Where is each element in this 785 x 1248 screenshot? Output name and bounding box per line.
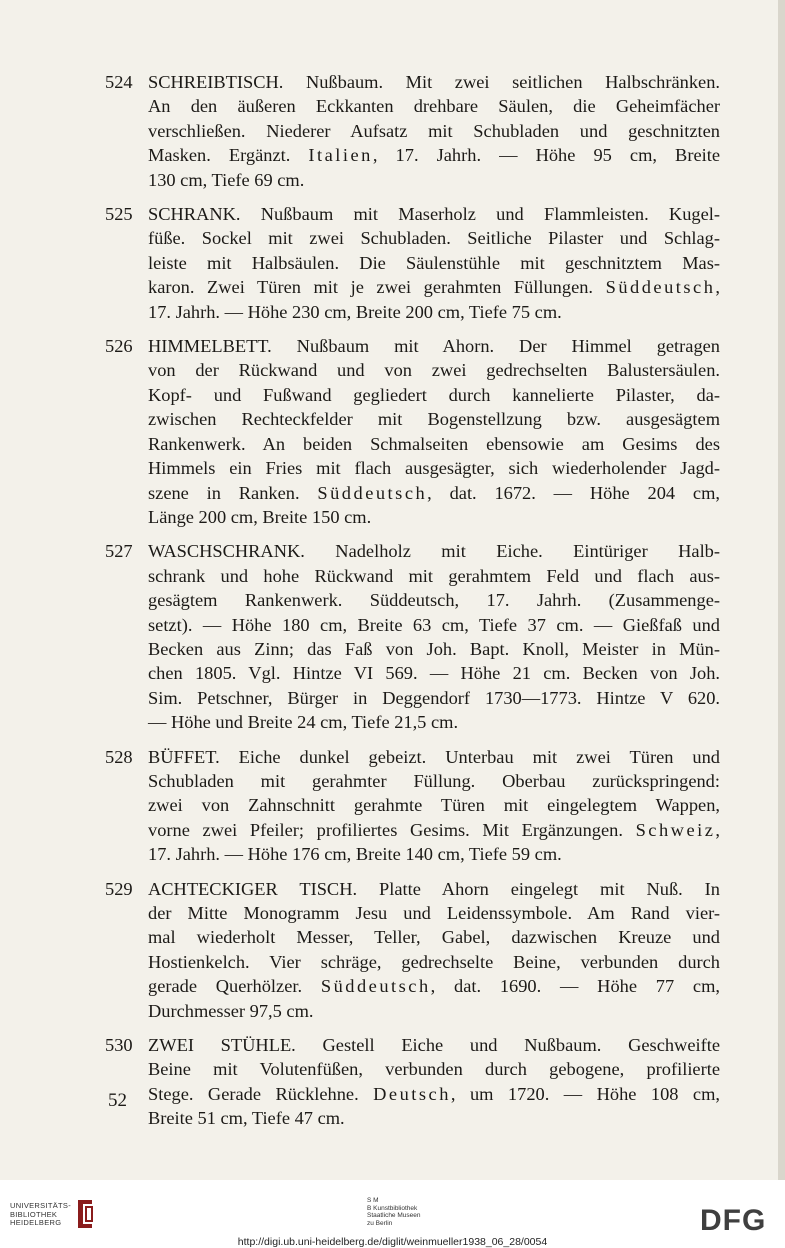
entry-line: der Mitte Monogramm Jesu und Leidenssymbole. Am Rand vier-: [148, 903, 720, 923]
line-text: , dat. 1690. — Höhe 77 cm,: [430, 976, 720, 997]
entry-line: leiste mit Halbsäulen. Die Säulenstühle mit geschnitztem Mas-: [148, 252, 720, 273]
entry-line: [148, 143, 720, 167]
catalog-entries: [105, 70, 720, 1141]
entry-line: chen 1805. Vgl. Hintze VI 569. — Höhe 21 cm. Becken von Joh.: [148, 663, 720, 684]
entry-line: [148, 275, 720, 299]
entry-number: 526: [105, 336, 133, 357]
entry-line: Durchmesser 97,5 cm.: [148, 1000, 314, 1021]
entry-line: [148, 974, 720, 998]
entry-line: WASCHSCHRANK. Nadelholz mit Eiche. Eintüriger Halb-: [148, 541, 720, 562]
line-text: vorne zwei Pfeiler; profiliertes Gesims. Mit Ergänzungen.: [148, 819, 636, 840]
entry-line: 17. Jahrh. — Höhe 230 cm, Breite 200 cm, Tiefe 75 cm.: [148, 301, 562, 322]
source-url[interactable]: http://digi.ub.uni-heidelberg.de/diglit/weinmueller1938_06_28/0054: [237, 1236, 548, 1248]
entry-number: 527: [105, 541, 133, 562]
entry-line: Beine mit Volutenfüßen, verbunden durch gebogene, profilierte: [148, 1059, 720, 1080]
line-text: karon. Zwei Türen mit je zwei gerahmten Füllungen.: [148, 277, 606, 298]
catalog-entry: [105, 877, 720, 1023]
line-text: ,: [715, 819, 720, 840]
entry-line: HIMMELBETT. Nußbaum mit Ahorn. Der Himmel getragen: [148, 336, 720, 357]
entry-line: An den äußeren Eckkanten drehbare Säulen, die Geheimfächer: [148, 96, 720, 117]
page-number: 52: [108, 1090, 127, 1111]
kunstbibliothek-label[interactable]: [367, 1197, 420, 1227]
entry-line: gesägtem Rankenwerk. Süddeutsch, 17. Jahrh. (Zusammenge-: [148, 590, 720, 611]
entry-number: 525: [105, 204, 133, 225]
dfg-logo[interactable]: DFG: [700, 1204, 767, 1237]
university-line: HEIDELBERG: [10, 1218, 62, 1227]
entry-number: 528: [105, 746, 133, 767]
catalog-entry: [105, 1033, 720, 1131]
page-edge: [778, 0, 785, 1180]
heidelberg-logo-icon[interactable]: [74, 1196, 96, 1232]
entry-number: 524: [105, 72, 133, 92]
entry-line: setzt). — Höhe 180 cm, Breite 63 cm, Tiefe 37 cm. — Gießfaß und: [148, 614, 720, 635]
line-text: gerade Querhölzer.: [148, 976, 321, 997]
catalog-entry: [105, 539, 720, 734]
entry-line: ACHTECKIGER TISCH. Platte Ahorn eingelegt mit Nuß. In: [148, 878, 720, 899]
entry-line: verschließen. Niederer Aufsatz mit Schubladen und geschnitzten: [148, 120, 720, 141]
origin-spaced-text: Deutsch: [373, 1083, 451, 1104]
catalog-entry: [105, 70, 720, 192]
entry-line: Hostienkelch. Vier schräge, gedrechselte Beine, verbunden durch: [148, 951, 720, 972]
entry-line: Kopf- und Fußwand gegliedert durch kannelierte Pilaster, da-: [148, 384, 720, 405]
center-line: S M: [367, 1197, 379, 1204]
origin-spaced-text: Süddeutsch: [320, 976, 431, 997]
entry-line: Becken aus Zinn; das Faß von Joh. Bapt. Knoll, Meister in Mün-: [148, 638, 720, 659]
origin-spaced-text: Schweiz: [635, 819, 716, 840]
entry-line: [148, 1082, 720, 1106]
entry-line: schrank und hohe Rückwand mit gerahmtem Feld und flach aus-: [148, 565, 720, 586]
line-text: , dat. 1672. — Höhe 204 cm,: [427, 482, 720, 503]
entry-line: ZWEI STÜHLE. Gestell Eiche und Nußbaum. Geschweifte: [148, 1035, 720, 1056]
entry-line: BÜFFET. Eiche dunkel gebeizt. Unterbau mit zwei Türen und: [148, 746, 720, 767]
entry-line: Rankenwerk. An beiden Schmalseiten ebensowie am Gesims des: [148, 433, 720, 454]
entry-line: SCHREIBTISCH. Nußbaum. Mit zwei seitlichen Halbschränken.: [148, 72, 720, 92]
line-text: Masken. Ergänzt.: [148, 145, 309, 166]
entry-line: zwei von Zahnschnitt gerahmte Türen mit eingelegtem Wappen,: [148, 795, 720, 816]
entry-line: SCHRANK. Nußbaum mit Maserholz und Flammleisten. Kugel-: [148, 204, 720, 225]
line-text: szene in Ranken.: [148, 482, 318, 503]
entry-line: Himmels ein Fries mit flach ausgesägter, sich wiederholender Jagd-: [148, 458, 720, 479]
line-text: Stege. Gerade Rücklehne.: [148, 1083, 374, 1104]
entry-line: — Höhe und Breite 24 cm, Tiefe 21,5 cm.: [148, 712, 459, 733]
entry-line: Sim. Petschner, Bürger in Deggendorf 1730—1773. Hintze V 620.: [148, 687, 720, 708]
center-line: zu Berlin: [367, 1219, 393, 1227]
entry-line: Länge 200 cm, Breite 150 cm.: [148, 506, 372, 527]
entry-line: [148, 481, 720, 505]
entry-number: 530: [105, 1035, 133, 1056]
line-text: , um 1720. — Höhe 108 cm,: [450, 1083, 720, 1104]
university-line: BIBLIOTHEK: [10, 1209, 58, 1219]
entry-line: Schubladen mit gerahmter Füllung. Oberbau zurückspringend:: [148, 770, 720, 791]
entry-line: mal wiederholt Messer, Teller, Gabel, dazwischen Kreuze und: [148, 927, 720, 948]
university-line: UNIVERSITÄTS-: [10, 1201, 71, 1210]
entry-line: 17. Jahrh. — Höhe 176 cm, Breite 140 cm, Tiefe 59 cm.: [148, 844, 562, 865]
origin-spaced-text: Süddeutsch: [605, 277, 716, 298]
entry-line: zwischen Rechteckfelder mit Bogenstellzung bzw. ausgesägtem: [148, 409, 720, 430]
entry-line: von der Rückwand und von zwei gedrechselten Balustersäulen.: [148, 360, 720, 381]
origin-spaced-text: Süddeutsch: [317, 482, 428, 503]
center-line: B Kunstbibliothek: [367, 1204, 418, 1212]
entry-line: [148, 818, 720, 842]
catalog-entry: [105, 334, 720, 529]
entry-number: 529: [105, 878, 133, 899]
catalog-entry: [105, 745, 720, 867]
center-line: Staatliche Museen: [367, 1212, 421, 1220]
entry-line: füße. Sockel mit zwei Schubladen. Seitliche Pilaster und Schlag-: [148, 228, 720, 249]
entry-line: Breite 51 cm, Tiefe 47 cm.: [148, 1108, 345, 1129]
entry-line: 130 cm, Tiefe 69 cm.: [148, 169, 305, 190]
origin-spaced-text: Italien: [308, 145, 373, 166]
line-text: ,: [715, 277, 720, 298]
catalog-entry: [105, 202, 720, 324]
university-library-label[interactable]: [10, 1202, 71, 1228]
line-text: , 17. Jahrh. — Höhe 95 cm, Breite: [372, 145, 720, 166]
